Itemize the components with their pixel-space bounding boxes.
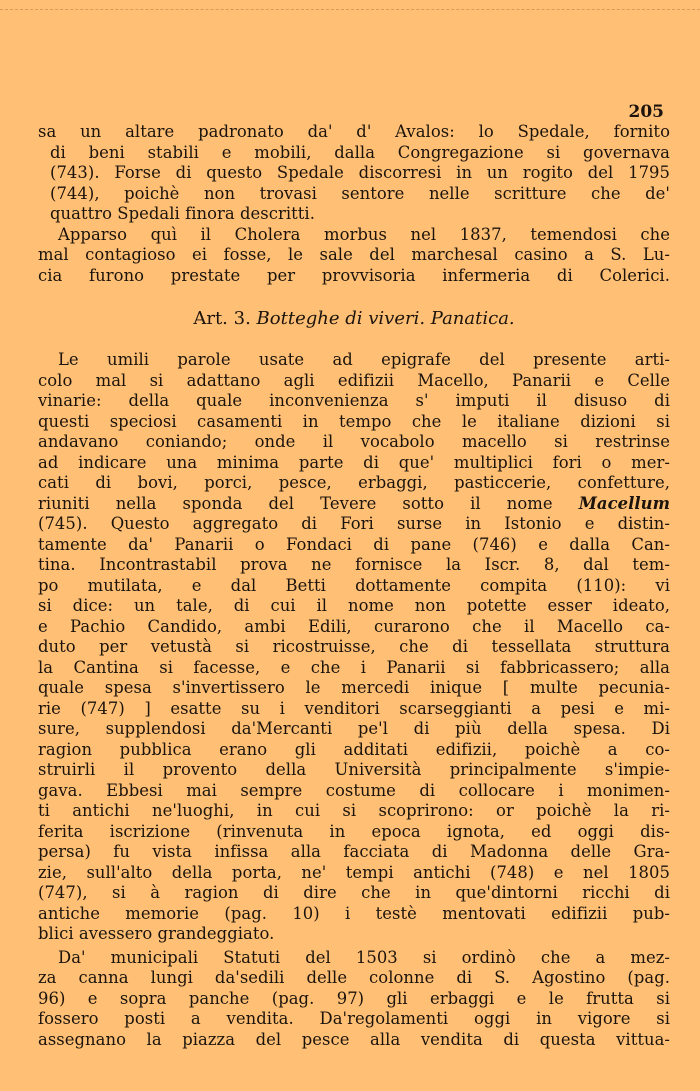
text-line: fossero posti a vendita. Da'regolamenti oggi in vigore si (38, 1009, 670, 1028)
text-line: tina. Incontrastabil prova ne fornisce la Iscr. 8, dal tem- (38, 555, 670, 574)
text-line: questi speciosi casamenti in tempo che le italiane dizioni si (38, 411, 670, 431)
text-line: andavano coniando; onde il vocabolo macello si restrinse (38, 432, 670, 451)
text-line: (744), poichè non trovasi sentore nelle scritture che de' (50, 183, 670, 203)
top-edge-rule (0, 0, 700, 10)
text-line: si dice: un tale, di cui il nome non potette esser ideato, (38, 596, 670, 615)
text-line: za canna lungi da'sedili delle colonne di S. Agostino (pag. (38, 968, 670, 987)
text-line: quattro Spedali finora descritti. (50, 204, 315, 223)
paragraph-3 (38, 350, 670, 945)
paragraph-4 (38, 948, 670, 1051)
text-line: sure, supplendosi da'Mercanti pe'l di più della spesa. Di (38, 719, 670, 738)
text-line: ragion pubblica erano gli additati edifizii, poichè a co- (38, 739, 670, 759)
text-line: gava. Ebbesi mai sempre costume di collocare i monimen- (38, 780, 670, 800)
text-line: Le umili parole usate ad epigrafe del presente arti- (58, 350, 670, 369)
text-line-with-italic (38, 494, 670, 515)
text-line: Da' municipali Statuti del 1503 si ordinò che a mez- (58, 947, 670, 967)
text-line: struirli il provento della Università principalmente s'impie- (38, 760, 670, 779)
page-number: 205 (628, 102, 664, 122)
page-content (38, 102, 670, 1050)
text-line: sa un altare padronato da' d' Avalos: lo Spedale, fornito (38, 122, 670, 141)
paragraph-2 (38, 225, 670, 287)
text-line: ad indicare una minima parte di que' multiplici fori o mer- (38, 452, 670, 472)
italic-term-macellum: Macellum (578, 493, 670, 513)
text-line: antiche memorie (pag. 10) i testè mentovati edifizii pub- (38, 903, 670, 923)
text-line: cati di bovi, porci, pesce, erbaggi, pasticcerie, confetture, (38, 473, 670, 492)
text-line: zie, sull'alto della porta, ne' tempi antichi (748) e nel 1805 (38, 862, 670, 882)
text-line: ferita iscrizione (rinvenuta in epoca ignota, ed oggi dis- (38, 821, 670, 841)
text-line: persa) fu vista infissa alla facciata di Madonna delle Gra- (38, 842, 670, 861)
text-line: duto per vetustà si ricostruisse, che di tessellata struttura (38, 637, 670, 656)
text-line: quale spesa s'invertissero le mercedi inique [ multe pecunia- (38, 678, 670, 697)
section-title: Botteghe di viveri. Panatica. (256, 308, 515, 329)
text-line: (745). Questo aggregato di Fori surse in Istonio e distin- (38, 514, 670, 533)
text-line: po mutilata, e dal Betti dottamente compita (110): vi (38, 575, 670, 595)
text-line: di beni stabili e mobili, dalla Congregazione si governava (50, 142, 670, 162)
text-line: cia furono prestate per provvisoria infermeria di Colerici. (38, 265, 670, 285)
text-line: 96) e sopra panche (pag. 97) gli erbaggi e le frutta si (38, 988, 670, 1008)
text-line: assegnano la piazza del pesce alla vendita di questa vittua- (38, 1029, 670, 1049)
text-line: mal contagioso ei fosse, le sale del marchesal casino a S. Lu- (38, 245, 670, 264)
text-line: (743). Forse di questo Spedale discorresi in un rogito del 1795 (50, 163, 670, 182)
text-fragment: riuniti nella sponda del Tevere sotto il nome (38, 493, 553, 513)
text-line: e Pachio Candido, ambi Edili, curarono che il Macello ca- (38, 616, 670, 636)
text-line: la Cantina si facesse, e che i Panarii si fabbricassero; alla (38, 657, 670, 677)
text-line: ti antichi ne'luoghi, in cui si scoprirono: or poichè la ri- (38, 801, 670, 820)
text-line: Apparso quì il Cholera morbus nel 1837, temendosi che (58, 224, 670, 244)
text-line: blici avessero grandeggiato. (38, 924, 275, 943)
text-line: rie (747) ] esatte su i venditori scarseggianti a pesi e mi- (38, 698, 670, 718)
section-number: Art. 3. (193, 308, 251, 329)
text-line: (747), si à ragion di dire che in que'dintorni ricchi di (38, 883, 670, 902)
text-line: vinarie: della quale inconvenienza s' imputi il disuso di (38, 391, 670, 410)
text-line: tamente da' Panarii o Fondaci di pane (746) e dalla Can- (38, 534, 670, 554)
section-heading (38, 308, 670, 330)
text-line: colo mal si adattano agli edifizii Macello, Panarii e Celle (38, 370, 670, 390)
paragraph-1 (38, 122, 670, 225)
